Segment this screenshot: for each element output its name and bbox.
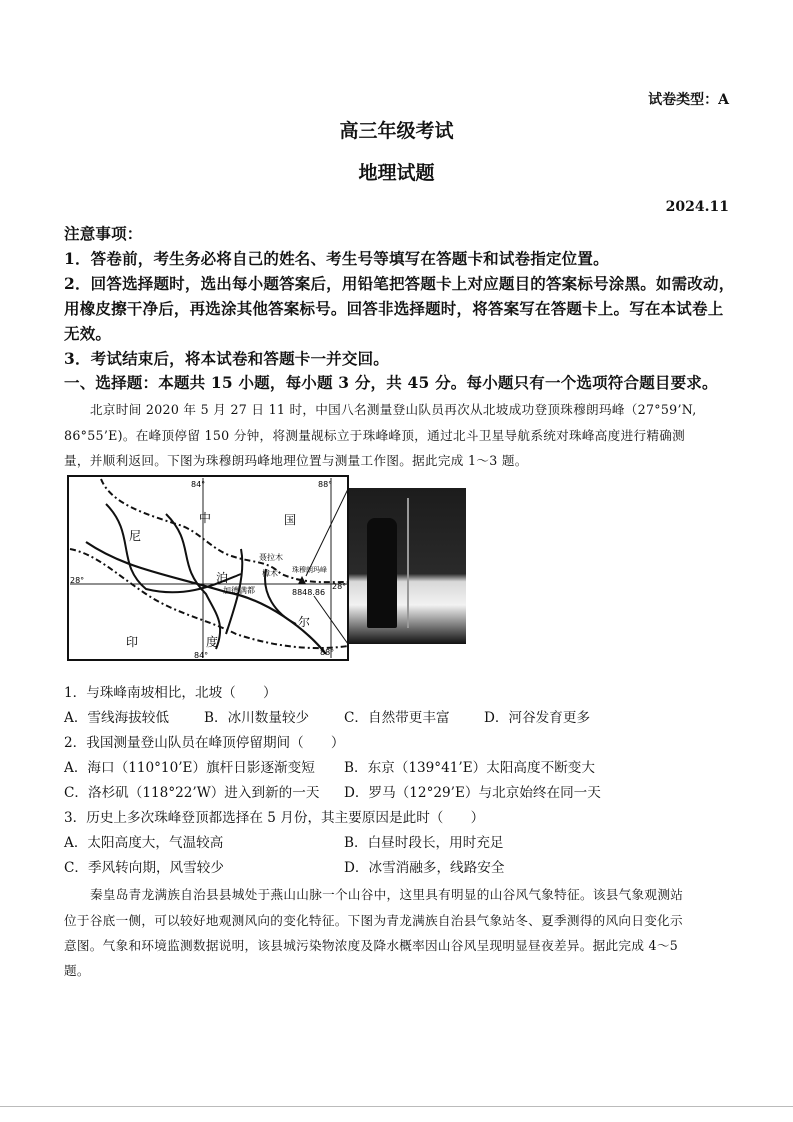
passage-line: 北京时间 2020 年 5 月 27 日 11 时，中国八名测量登山队员再次从北坡成功登顶珠穆朗玛峰（27°59’N, [90, 402, 697, 417]
option: D．罗马（12°29’E）与北京始终在同一天 [344, 785, 601, 801]
option: B．白昼时段长，用时充足 [344, 835, 504, 851]
passage-line: 题。 [64, 963, 90, 978]
option: A．雪线海拔较低 [64, 710, 169, 726]
option: B．东京（139°41’E）太阳高度不断变大 [344, 760, 595, 776]
option: D．冰雪消融多，线路安全 [344, 860, 505, 876]
country-label: 中 [199, 511, 212, 525]
exam-date: 2024.11 [665, 199, 729, 215]
place-label: 樟木 [262, 569, 278, 578]
option: A．太阳高度大，气温较高 [64, 835, 224, 851]
page-bottom-rule [0, 1106, 793, 1107]
survey-photo [349, 488, 466, 644]
note-line: 2．回答选择题时，选出每小题答案后，用铅笔把答题卡上对应题目的答案标号涂黑。如需改动， [64, 274, 735, 293]
paper-type: 试卷类型：A [648, 92, 729, 108]
note-line: 3．考试结束后，将本试卷和答题卡一并交回。 [64, 349, 389, 368]
passage-line: 秦皇岛青龙满族自治县县城处于燕山山脉一个山谷中，这里具有明显的山谷风气象特征。该县气象观测站 [90, 887, 684, 902]
question-stem: 3．历史上多次珠峰登顶都选择在 5 月份，其主要原因是此时（ ） [64, 810, 485, 826]
lat-label: 28° [70, 576, 85, 585]
passage-line: 意图。气象和环境监测数据说明，该县城污染物浓度及降水概率因山谷风呈现明显昼夜差异。据此完成 4～5 [64, 938, 679, 953]
elevation-label: 8848.86 [292, 588, 326, 597]
country-label: 尔 [298, 615, 311, 629]
passage-line: 量，并顺利返回。下图为珠穆朗玛峰地理位置与测量工作图。据此完成 1～3 题。 [64, 453, 528, 468]
section-heading: 一、选择题：本题共 15 小题，每小题 3 分，共 45 分。每小题只有一个选项符合题目要求。 [64, 373, 718, 392]
option: D．河谷发育更多 [484, 710, 591, 726]
note-line: 1．答卷前，考生务必将自己的姓名、考生号等填写在答题卡和试卷指定位置。 [64, 249, 609, 268]
country-label: 国 [284, 513, 297, 527]
note-line: 无效。 [64, 324, 112, 343]
question-stem: 1．与珠峰南坡相比，北坡（ ） [64, 685, 277, 701]
country-label: 泊 [216, 571, 229, 585]
option: B．冰川数量较少 [204, 710, 310, 726]
lon-label: 88° [320, 648, 335, 657]
country-label: 尼 [129, 529, 142, 543]
passage-line: 86°55’E)。在峰顶停留 150 分钟，将测量觇标立于珠峰峰顶，通过北斗卫星导航系统对珠峰高度进行精确测 [64, 428, 686, 443]
option: C．洛杉矶（118°22’W）进入到新的一天 [64, 785, 320, 801]
option: A．海口（110°10’E）旗杆日影逐渐变短 [64, 760, 315, 776]
place-label: 聂拉木 [259, 553, 283, 562]
notes-heading: 注意事项： [64, 224, 143, 243]
place-label: 珠穆朗玛峰 [292, 566, 327, 574]
subject-title: 地理试题 [358, 162, 435, 184]
passage-line: 位于谷底一侧，可以较好地观测风向的变化特征。下图为青龙满族自治县气象站冬、夏季测得的风向日变化示 [64, 913, 683, 928]
option: C．季风转向期，风雪较少 [64, 860, 224, 876]
everest-location-map [66, 474, 350, 662]
lon-label: 84° [194, 651, 209, 660]
place-label: 加德满都 [223, 586, 255, 595]
option: C．自然带更丰富 [344, 710, 450, 726]
lon-label: 88° [318, 480, 333, 489]
country-label: 度 [206, 635, 219, 649]
exam-title: 高三年级考试 [339, 120, 454, 142]
lon-label: 84° [191, 480, 206, 489]
country-label: 印 [126, 635, 139, 649]
lat-label: 28° [332, 582, 347, 591]
question-stem: 2．我国测量登山队员在峰顶停留期间（ ） [64, 735, 345, 751]
note-line: 用橡皮擦干净后，再选涂其他答案标号。回答非选择题时，将答案写在答题卡上。写在本试卷上 [64, 299, 724, 318]
